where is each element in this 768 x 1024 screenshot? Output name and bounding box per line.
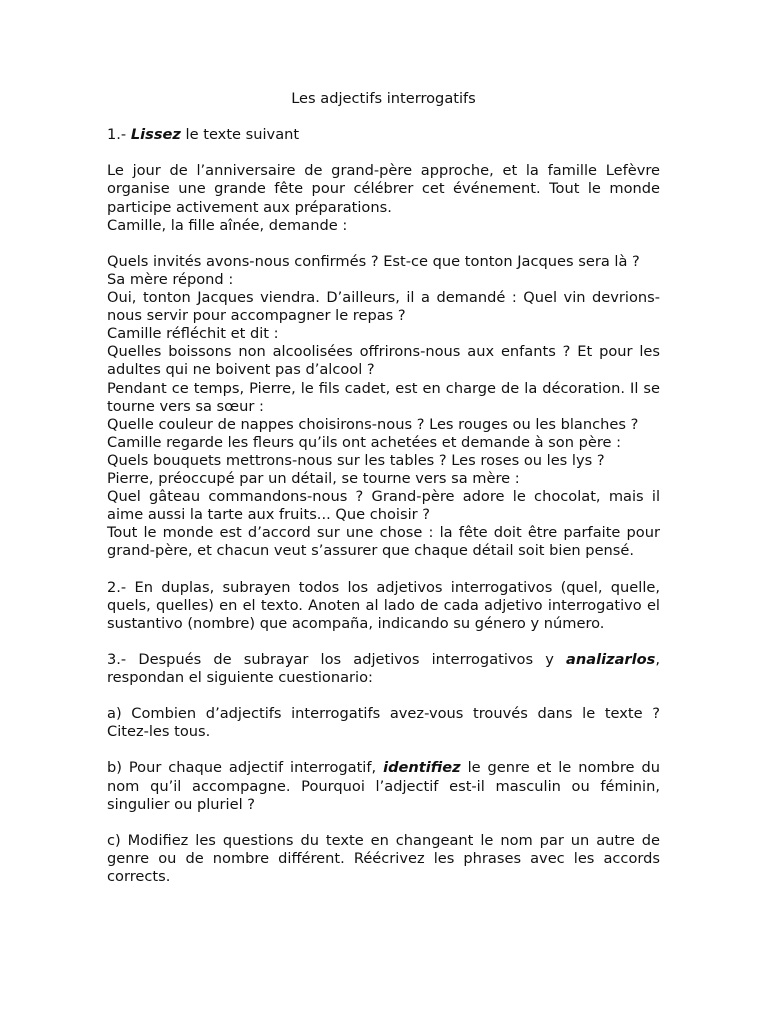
story-intro: Le jour de l’anniversaire de grand-père approche, et la famille Lefèvre organise une grande fête pour célébrer cet événement. Tout le monde participe activement aux préparations. (107, 162, 660, 216)
story-line: Pendant ce temps, Pierre, le fils cadet, est en charge de la décoration. Il se tourne vers sa sœur : (107, 379, 660, 415)
exercise-1-heading (107, 126, 660, 144)
story-line: Quelle couleur de nappes choisirons-nous ? Les rouges ou les blanches ? (107, 415, 639, 433)
document-title: Les adjectifs interrogatifs (291, 90, 476, 107)
story-dialogue (107, 253, 660, 561)
story-line: Quels bouquets mettrons-nous sur les tables ? Les roses ou les lys ? (107, 451, 605, 469)
story-intro-paragraph (107, 162, 660, 234)
exercise-3-before: 3.- Después de subrayar los adjetivos interrogativos y (107, 650, 566, 668)
question-b-before: b) Pour chaque adjectif interrogatif, (107, 759, 384, 777)
story-camille-asks: Camille, la fille aînée, demande : (107, 216, 348, 234)
exercise-1-rest: le texte suivant (180, 126, 300, 144)
document-page (107, 90, 660, 904)
question-c: c) Modifiez les questions du texte en changeant le nom par un autre de genre ou de nombre différent. Réécrivez les phrases avec les accords corrects. (107, 831, 660, 886)
story-line: Pierre, préoccupé par un détail, se tourne vers sa mère : (107, 469, 520, 487)
story-line: Sa mère répond : (107, 270, 234, 288)
story-line: Tout le monde est d’accord sur une chose : la fête doit être parfaite pour grand-père, et chacun veut s’assurer que chaque détail soit bien pensé. (107, 524, 660, 560)
story-line: Quel gâteau commandons-nous ? Grand-père adore le chocolat, mais il aime aussi la tarte aux fruits... Que choisir ? (107, 488, 660, 524)
question-b (107, 759, 660, 813)
exercise-2-instructions: 2.- En duplas, subrayen todos los adjetivos interrogativos (quel, quelle, quels, quelles) en el texto. Anoten al lado de cada adjetivo interrogativo el sustantivo (nombre) que acompaña, indicando su género y número. (107, 578, 660, 632)
story-line: Quels invités avons-nous confirmés ? Est-ce que tonton Jacques sera là ? (107, 252, 640, 270)
story-line: Camille regarde les fleurs qu’ils ont achetées et demande à son père : (107, 433, 622, 451)
story-line: Oui, tonton Jacques viendra. D’ailleurs, il a demandé : Quel vin devrions-nous servir pour accompagner le repas ? (107, 289, 660, 325)
story-line: Camille réfléchit et dit : (107, 325, 279, 343)
exercise-1-number: 1.- (107, 126, 131, 144)
exercise-3-after: , respondan el siguiente cuestionario: (107, 650, 660, 686)
question-b-after: le genre et le nombre du nom qu’il accompagne. Pourquoi l’adjectif est-il masculin ou féminin, singulier ou pluriel ? (107, 759, 660, 813)
question-b-verb: identifiez (383, 759, 461, 777)
exercise-3-verb: analizarlos (566, 650, 656, 668)
question-a: a) Combien d’adjectifs interrogatifs avez-vous trouvés dans le texte ? Citez-les tous. (107, 705, 660, 741)
exercise-1-verb: Lissez (130, 126, 181, 144)
exercise-3-instructions (107, 651, 660, 687)
story-line: Quelles boissons non alcoolisées offrirons-nous aux enfants ? Et pour les adultes qui ne boivent pas d’alcool ? (107, 343, 660, 379)
